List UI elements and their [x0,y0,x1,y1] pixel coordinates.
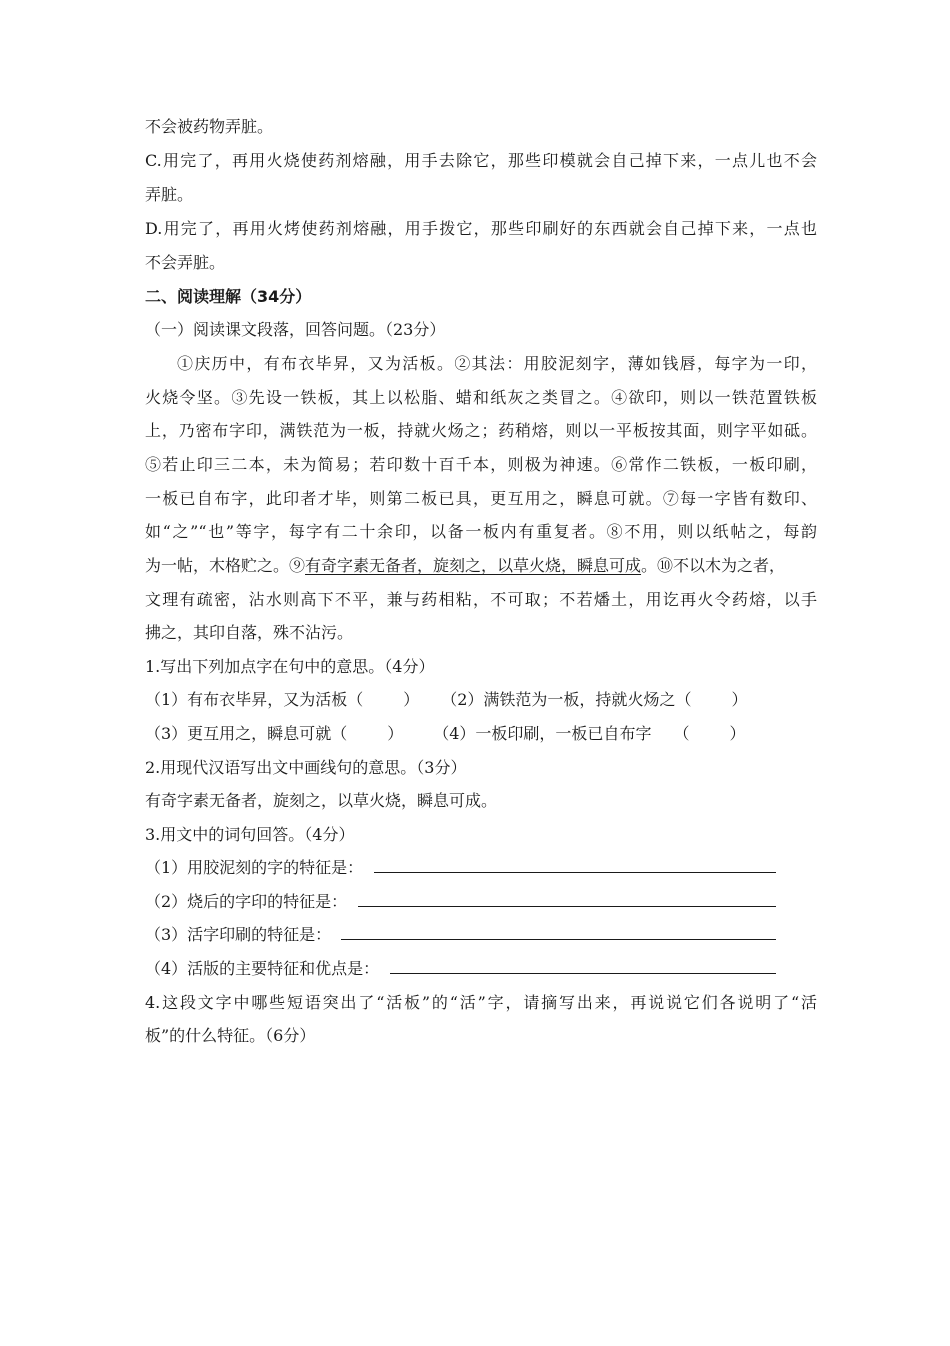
q1-item-2-close: ） [731,690,748,709]
q3-item-4 [145,959,817,979]
q1-item-2-dotted-char: 就 [611,690,628,709]
question-4-stem-line2: 板”的什么特征。（6分） [145,1026,316,1045]
question-3-stem: 3.用文中的词句回答。（4分） [145,825,355,844]
q3-answer-line-2[interactable] [358,906,776,907]
q3-item-label: （4）活版的主要特征和优点是： [145,959,380,978]
q1-item-4-close: ） [729,724,746,743]
question-1-row-2 [145,724,817,744]
q1-item-4-dotted-char: 自 [603,724,620,743]
option-d-line2: 不会弄脏。 [145,253,226,272]
q1-item-1-close: ） [403,690,420,709]
question-1-stem: 1.写出下列加点字在句中的意思。（4分） [145,657,435,676]
q3-item-label: （3）活字印刷的特征是： [145,925,332,944]
q3-item-1 [145,858,817,878]
section-heading: 二、阅读理解（34分） [145,287,312,306]
passage-text: 为一帖，木格贮之。⑨ [145,556,306,575]
q1-item-1-text: （1）有布 [145,690,220,709]
question-2-stem: 2.用现代汉语写出文中画线句的意思。（3分） [145,758,467,777]
q1-item-1-text: 毕昇，又为活板（ [235,690,364,709]
passage-line: 拂之，其印自落，殊不沾污。 [145,623,354,642]
passage-line: 文理有疏密，沾水则高下不平，兼与药相粘，不可取；不若燔土，用讫再火令药熔，以手 [145,590,817,609]
passage-line: 火烧令坚。③先设一铁板，其上以松脂、蜡和纸灰之类冒之。④欲印，则以一铁范置铁板 [145,388,817,407]
passage-text: 。⑩不以木为之者， [641,556,786,575]
q1-item-3-text: （3）更互用之，瞬息可 [145,724,316,743]
question-4-stem-line1: 4.这段文字中哪些短语突出了“活板”的“活”字，请摘写出来，再说说它们各说明了“活 [145,993,817,1012]
q3-item-2 [145,892,817,912]
q3-item-label: （1）用胶泥刻的字的特征是： [145,858,364,877]
passage-line: 如“之”“也”等字，每字有二十余印，以备一板内有重复者。⑧不用，则以纸帖之，每韵 [145,522,817,541]
q1-item-1-dotted-char: 衣 [219,690,236,709]
passage-line: ⑤若止印三二本，未为简易；若印数十百千本，则极为神速。⑥常作二铁板，一板印刷， [145,455,817,474]
q1-item-3-text: （ [331,724,348,743]
q1-item-3-close: ） [387,724,404,743]
passage-line: 上，乃密布字印，满铁范为一板，持就火炀之；药稍熔，则以一平板按其面，则字平如砥。 [145,421,817,440]
passage-line: ①庆历中，有布衣毕昇，又为活板。②其法：用胶泥刻字，薄如钱唇，每字为一印， [177,354,817,373]
q3-answer-line-3[interactable] [341,939,776,940]
option-c-line2: 弄脏。 [145,185,194,204]
q1-item-4-text: 布字 [619,724,652,743]
sub-heading: （一）阅读课文段落，回答问题。（23分） [145,320,446,339]
q1-item-3-dotted-char: 就 [315,724,332,743]
q1-item-4-open: （ [673,724,690,743]
question-1-row-1 [145,690,817,710]
passage-line [145,556,817,576]
q3-answer-line-1[interactable] [374,872,776,873]
question-2-sentence: 有奇字素无备者，旋刻之，以草火烧，瞬息可成。 [145,791,498,810]
q3-item-3 [145,925,817,945]
q1-item-2-text: 火炀之（ [627,690,692,709]
q3-answer-line-4[interactable] [390,973,776,974]
option-c-line1: C.用完了，再用火烧使药剂熔融，用手去除它，那些印模就会自己掉下来，一点儿也不会 [145,151,817,170]
q1-item-4-text: （4）一板印刷，一板已 [433,724,604,743]
option-d-line1: D.用完了，再用火烤使药剂熔融，用手拨它，那些印刷好的东西就会自己掉下来，一点也 [145,219,817,238]
q1-item-2-text: （2）满铁范为一板，持 [441,690,612,709]
passage-line: 一板已自布字，此印者才毕，则第二板已具，更互用之，瞬息可就。⑦每一字皆有数印、 [145,489,817,508]
option-b-tail: 不会被药物弄脏。 [145,117,274,136]
underlined-sentence: 有奇字素无备者，旋刻之，以草火烧，瞬息可成 [305,556,642,575]
q3-item-label: （2）烧后的字印的特征是： [145,892,348,911]
